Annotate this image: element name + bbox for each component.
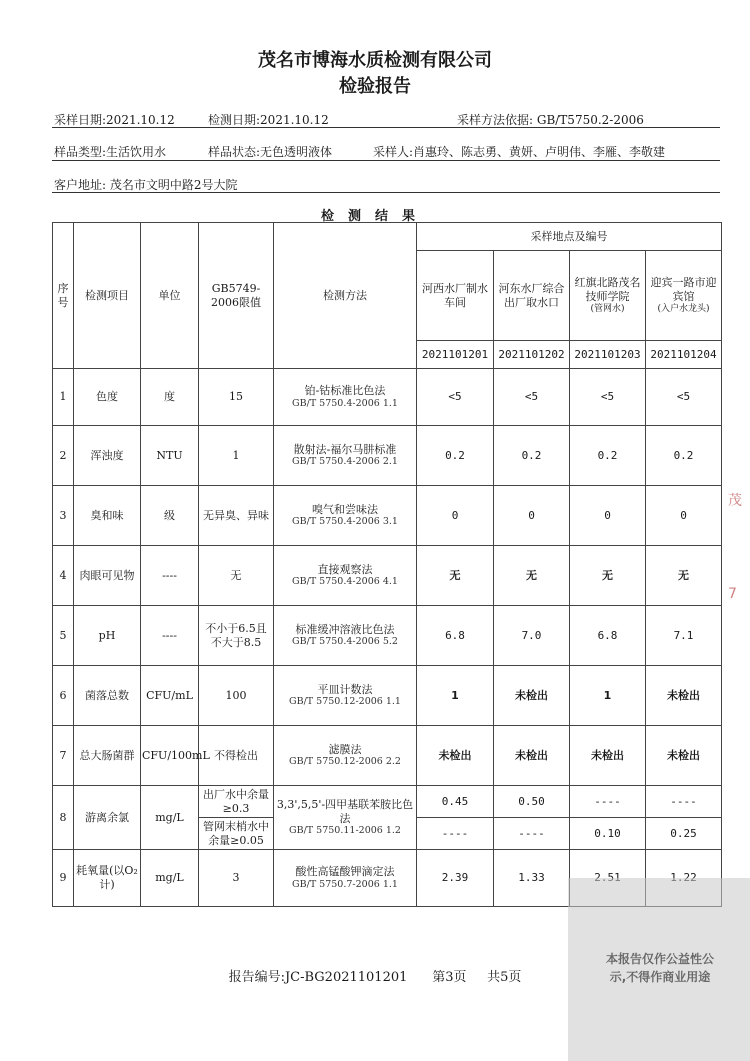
table-row: 管网末梢水中余量≥0.05 ---- ---- 0.10 0.25 xyxy=(53,818,722,850)
divider xyxy=(52,127,720,128)
test-date: 检测日期:2021.10.12 xyxy=(208,113,329,127)
header-sites-group: 采样地点及编号 xyxy=(417,223,722,251)
divider xyxy=(52,192,720,193)
section-title: 检测结果 xyxy=(320,209,429,224)
site-name: 红旗北路茂名技师学院 (管网水) xyxy=(570,251,646,341)
report-number: 报告编号:JC-BG2021101201 xyxy=(228,970,408,985)
sample-state: 样品状态:无色透明液体 xyxy=(208,145,333,159)
header-method: 检测方法 xyxy=(274,223,417,369)
site-code: 2021101203 xyxy=(570,341,646,369)
sample-date: 采样日期:2021.10.12 xyxy=(54,113,175,127)
header-unit: 单位 xyxy=(141,223,199,369)
samplers: 采样人:肖惠玲、陈志勇、黄妍、卢明伟、李雁、李敬建 xyxy=(373,145,666,159)
header-limit: GB5749-2006限值 xyxy=(199,223,274,369)
table-row: 9 耗氧量(以O₂计) mg/L 3 酸性高锰酸钾滴定法 GB/T 5750.7-2006 1.1 2.39 1.33 xyxy=(53,850,722,907)
table-row: 8 游离余氯 mg/L 出厂水中余量≥0.3 3,3',5,5'-四甲基联苯胺比色法 GB/T 5750.11-2006 1.2 0.45 0.50 ---- ---- xyxy=(53,786,722,818)
table-row: 1 色度 度 15 铂-钴标准比色法 GB/T 5750.4-2006 1.1 <5 <5 <5 <5 xyxy=(53,369,722,426)
header-item: 检测项目 xyxy=(74,223,141,369)
site-code: 2021101202 xyxy=(494,341,570,369)
site-name: 迎宾一路市迎宾馆 (入户水龙头) xyxy=(646,251,722,341)
seal-fragment-mark: 茂 xyxy=(728,493,742,509)
site-code: 2021101201 xyxy=(417,341,494,369)
method-basis: 采样方法依据: GB/T5750.2-2006 xyxy=(457,113,644,127)
page-number: 第3页 xyxy=(432,970,467,985)
seal-fragment-mark: 7 xyxy=(728,586,737,602)
site-code: 2021101204 xyxy=(646,341,722,369)
company-name: 茂名市博海水质检测有限公司 xyxy=(258,50,492,71)
table-row: 6 菌落总数 CFU/mL 100 平皿计数法 GB/T 5750.12-2006 1.1 1 未检出 1 未检出 xyxy=(53,666,722,726)
table-row: 3 臭和味 级 无异臭、异味 嗅气和尝味法 GB/T 5750.4-2006 3.1 0 0 0 0 xyxy=(53,486,722,546)
sample-type: 样品类型:生活饮用水 xyxy=(54,145,167,159)
divider xyxy=(52,160,720,161)
header-seq: 序号 xyxy=(53,223,74,369)
site-name: 河东水厂综合出厂取水口 xyxy=(494,251,570,341)
site-name: 河西水厂制水车间 xyxy=(417,251,494,341)
report-title: 检验报告 xyxy=(339,76,411,97)
watermark-text: 本报告仅作公益性公 示,不得作商业用途 xyxy=(605,952,714,984)
table-row: 5 pH ---- 不小于6.5且不大于8.5 标准缓冲溶液比色法 GB/T 5750.4-2006 5.2 6.8 7.0 6.8 7.1 xyxy=(53,606,722,666)
table-row: 2 浑浊度 NTU 1 散射法-福尔马肼标准 GB/T 5750.4-2006 2.1 0.2 0.2 0.2 0.2 xyxy=(53,426,722,486)
results-table xyxy=(52,222,722,907)
table-row: 4 肉眼可见物 ---- 无 直接观察法 GB/T 5750.4-2006 4.1 无 无 无 无 xyxy=(53,546,722,606)
client-address: 客户地址: 茂名市文明中路2号大院 xyxy=(54,178,238,192)
page-total: 共5页 xyxy=(487,970,522,985)
table-row: 7 总大肠菌群 CFU/100mL 不得检出 滤膜法 GB/T 5750.12-2006 2.2 未检出 未检出 未检出 未检出 xyxy=(53,726,722,786)
